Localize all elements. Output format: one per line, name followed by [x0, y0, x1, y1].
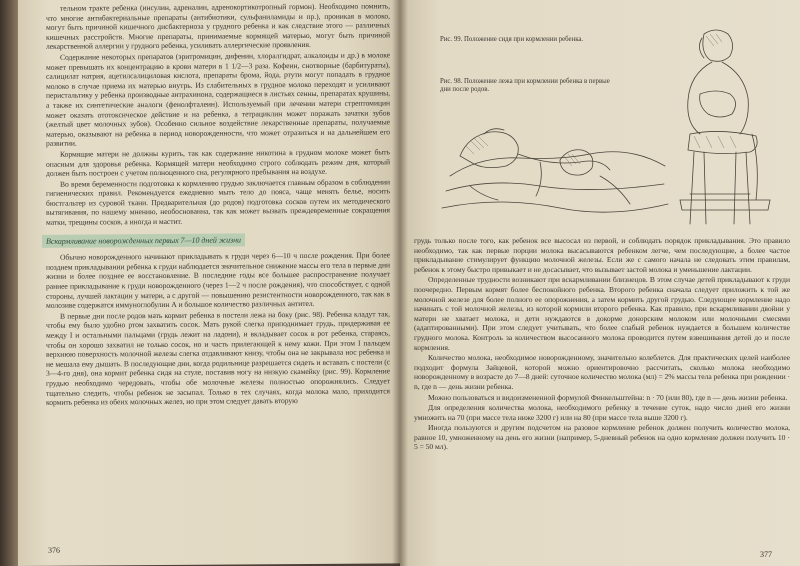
left-text-column: [46, 1, 390, 408]
paragraph: Количество молока, необходимое новорожденному, значительно колеблется. Для практических целей наиболее подходит формула Зайцевой, которой можно ориентировочно рассчитать, сколько молока необходимо новорожденному в возрасте до 7—8 дней: суточное количество молока (мл) = 2% массы тела ребенка при рождении · n, где n — день жизни ребенка.: [414, 353, 790, 391]
paragraph: Обычно новорожденного начинают прикладывать к груди через 6—10 ч после рождения. При более позднем прикладывании ребенка к груди наблюдается значительное снижение массы его тела в первые дни жизни и более позднее ее восстановление. В последние годы все большее распространение получает раннее прикладывание к груди новорожденного (через 1—2 ч после рождения), что способствует, с одной стороны, лучшей лактации у матери, а с другой — повышению резистентности новорожденного, так как в молозиве содержатся иммуноглобулин А и большое количество различных антител.: [46, 250, 390, 311]
figure-99-illustration: [660, 24, 780, 234]
right-text-column: [414, 236, 790, 453]
paragraph: грудь только после того, как ребенок все высосал из первой, и соблюдать порядок прикладывания. Это правило необходимо, так как первые порции молока высасываются ребенком легче, чем последующие, а более частое прикладывание стимулирует функцию молочной железы. Если же с самого начала не следовать этим правилам, ребенок к этому быстро привыкает и не досасывает, что вызывает застой молока и уменьшение лактации.: [414, 236, 790, 274]
paragraph: Иногда пользуются и другим подсчетом на разовое кормление ребенок должен получить количество молока, равное 10, умноженному на день его жизни (например, 5-дневный ребенок на одно кормление должен получить 10 · 5 = 50 мл).: [414, 423, 790, 452]
book-gutter: [392, 0, 408, 566]
paragraph: Кормящие матери не должны курить, так как содержание никотина в грудном молоке может быть опасным для здоровья ребенка. Кормящей матери необходимо строго соблюдать режим дня, который должен быть построен с учетом полноценного сна, регулярного пребывания на воздухе.: [46, 147, 390, 178]
right-page: [400, 0, 800, 566]
page-number-right: 377: [760, 550, 772, 559]
page-number-left: 376: [48, 545, 60, 555]
paragraph: В первые дни после родов мать кормит ребенка в постели лежа на боку (рис. 98). Ребенка кладут так, чтобы ему было удобно ртом захватить сосок. Мать рукой слегка приподнимает грудь, придерживая ее между I и остальными пальцами (грудь лежит на ладони), и вкладывает сосок в рот ребенка, стараясь, чтобы он хорошо захватил не только сосок, но и часть прилегающей к нему кожи. При этом I пальцем верхнюю поверхность молочной железы слегка отдавливают книзу, чтобы она не закрывала нос ребенка и не мешала ему дышать. В последующие дни, когда родильнице разрешается сидеть и вставать с постели (с 3—4-го дня), она кормит ребенка сидя на стуле, поставив ногу на низкую скамейку (рис. 99). Кормление грудью необходимо чередовать, чтобы обе молочные железы полностью опорожнялись. Следует тщательно следить, чтобы ребенок не засыпал. Только в тех случаях, когда молока мало, приходится кормить ребенка из обеих молочных желез, но при этом следует давать вторую: [46, 309, 390, 407]
paragraph: Можно пользоваться и видоизмененной формулой Финкельштейна: n · 70 (или 80), где n — день жизни ребенка.: [428, 392, 788, 402]
figure-99-caption: Рис. 99. Положение сидя при кормлении ребенка.: [440, 36, 584, 43]
paragraph: Во время беременности подготовка к кормлению грудью заключается главным образом в соблюдении гигиенических правил. Рекомендуется ежедневно мыть тело до пояса, чаще менять белье, носить бюстгальтер из суровой ткани. Предварительная (до родов) подготовка сосков путем их методического вытягивания, по нашему мнению, необоснованна, так как может вызвать преждевременные сокращения матки, трещины сосков, а иногда и мастит.: [46, 177, 390, 227]
paragraph: Содержание некоторых препаратов (эритромицин, дифенин, хлоралгидрат, алкалоиды и др.) в молоке может превышать их концентрацию в крови матери в 1 1/2—3 раза. Кофеин, снотворные (барбитураты), салицилат натрия, ацетилсалициловая кислота, препараты брома, йода, ртути могут попадать в грудное молоко в случае приема их матерью внутрь. Из слабительных в грудное молоко переходят и усиливают перистальтику у ребенка производные антрахинона, содержащиеся в листьях сенны, препаратах крушины, а также их синтетические аналоги (фенолфталеин). Используемый при лечении матери стрептомицин может оказать ототоксическое действие и на ребенка, а тетрациклин может поражать зачатки зубов (желтый цвет молочных зубов). Особенно сильное воздействие лекарственные препараты, получаемые матерью, оказывают на ребенка в период новорожденности, что может отразиться и на дальнейшем его развитии.: [46, 50, 390, 149]
figure-98-illustration: [440, 96, 670, 226]
figure-98-caption: Рис. 98. Положение лежа при кормлении ребенка в первые дни после родов.: [440, 78, 610, 93]
book-edge: [0, 0, 18, 566]
paragraph: Определенные трудности возникают при вскармливании близнецов. В этом случае детей прикладывают к груди поочередно. Первым кормят более беспокойного ребенка. Второго ребенка сначала следует приложить к той же молочной железе для более полного ее опорожнения, а затем кормить другой грудью. Следующее кормление надо начинать с той молочной железы, из которой кормили второго ребенка. Как правило, при вскармливании двойни у матери не хватает молока, и дети нуждаются в докорме донорским молоком или молочными смесями (адаптированными). При этом следует учитывать, что более слабый ребенок нуждается в большем количестве грудного молока. Контроль за количеством высосанного молока проводится путем взвешивания детей до и после кормления.: [414, 275, 790, 352]
paragraph: тельном тракте ребенка (инсулин, адреналин, адренокортикотропный гормон). Необходимо помнить, что многие антибактериальные препараты (антибиотики, сульфаниламиды и пр.), проникая в молоко, могут быть причиной кишечного дисбактериоза у грудного ребенка и как следствие этого — различных кишечных расстройств. Многие препараты, принимаемые кормящей матерью, могут быть причиной лекарственной аллергии у грудного ребенка, усиливать аллергические проявления.: [46, 1, 390, 52]
section-heading: Вскармливание новорожденных первых 7—10 дней жизни: [42, 233, 245, 248]
paragraph: Для определения количества молока, необходимого ребенку в течение суток, надо число дней его жизни умножить на 70 (при массе тела ниже 3200 г) или на 80 (при массе тела выше 3200 г).: [414, 403, 790, 422]
left-page: [18, 0, 400, 566]
